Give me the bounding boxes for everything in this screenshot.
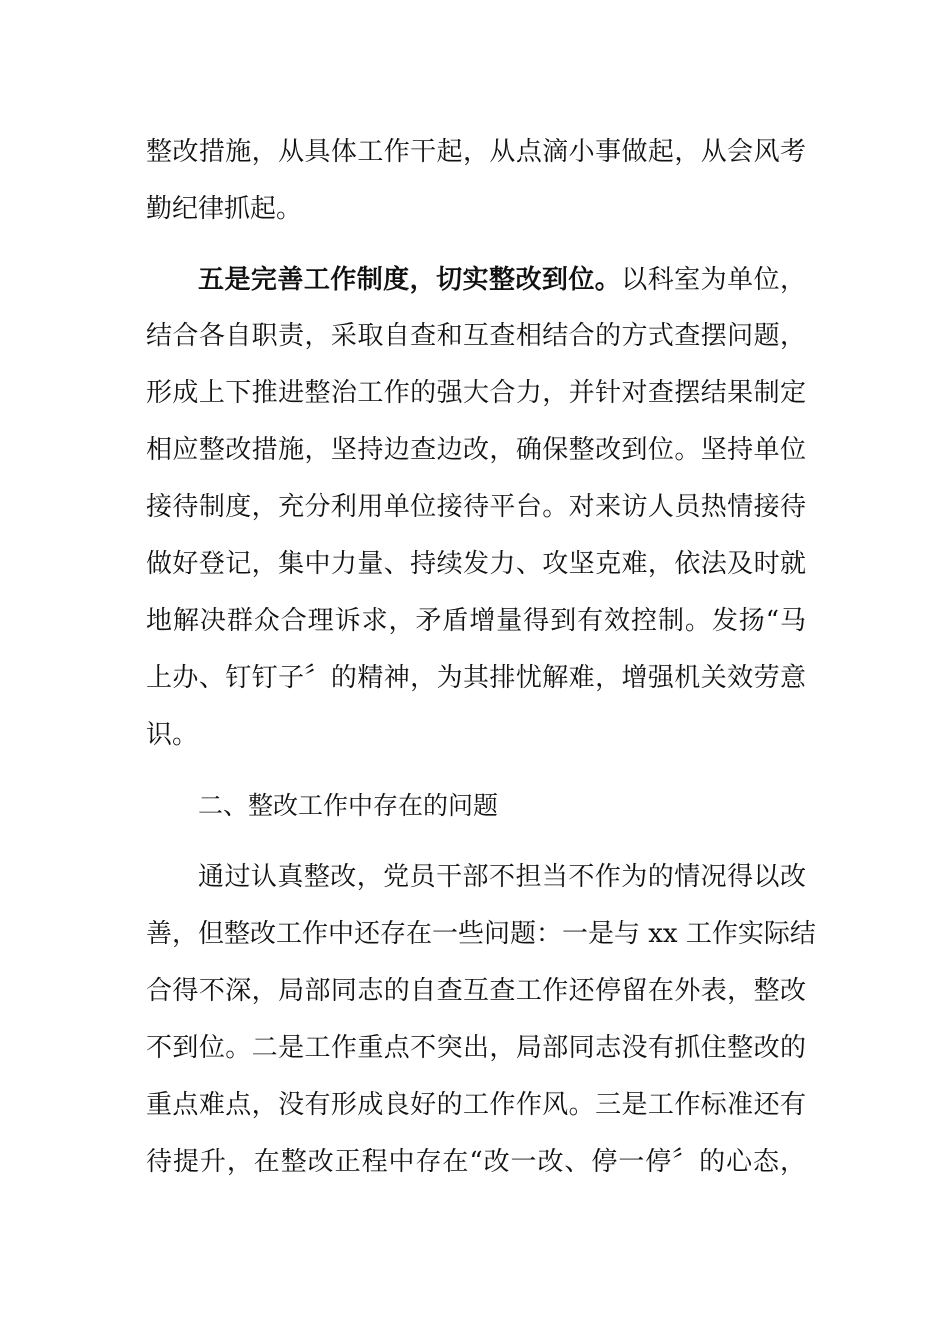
para2-line-9: 识。: [146, 720, 199, 750]
para2-line-4: 相应整改措施，坚持边查边改，确保整改到位。坚持单位: [146, 435, 806, 465]
para1-line-2: 勤纪律抓起。: [146, 194, 303, 224]
para2-line-2: 结合各自职责，采取自查和互查相结合的方式查摆问题，: [146, 321, 806, 351]
para2-lead-rest: 以科室为单位，: [621, 265, 806, 295]
para2-lead-bold: 五是完善工作制度，切实整改到位。: [198, 265, 622, 295]
para3-line-3: 合得不深，局部同志的自查互查工作还停留在外表，整改: [146, 976, 806, 1006]
para2-line-6: 做好登记，集中力量、持续发力、攻坚克难，依法及时就: [146, 549, 806, 579]
para1-line-1: 整改措施，从具体工作干起，从点滴小事做起，从会风考: [146, 137, 806, 167]
para3-line-4: 不到位。二是工作重点不突出，局部同志没有抓住整改的: [146, 1033, 806, 1063]
para2-line-1: [198, 260, 806, 300]
para3-line-6: 待提升，在整改正程中存在“改一改、停一停〞的心态，: [146, 1147, 806, 1177]
para2-line-8: 上办、钉钉子〞的精神，为其排忧解难，增强机关效劳意: [146, 663, 806, 693]
para2-line-3: 形成上下推进整治工作的强大合力，并针对查摆结果制定: [146, 378, 806, 408]
para2-line-5: 接待制度，充分利用单位接待平台。对来访人员热情接待: [146, 492, 806, 522]
section-heading: 二、整改工作中存在的问题: [198, 791, 499, 820]
para3-line-5: 重点难点，没有形成良好的工作作风。三是工作标准还有: [146, 1090, 806, 1120]
para3-line-1: 通过认真整改，党员干部不担当不作为的情况得以改: [198, 862, 806, 892]
para2-line-7: 地解决群众合理诉求，矛盾增量得到有效控制。发扬“马: [146, 606, 806, 636]
para3-line-2: 善，但整改工作中还存在一些问题：一是与 xx 工作实际结: [146, 919, 816, 949]
